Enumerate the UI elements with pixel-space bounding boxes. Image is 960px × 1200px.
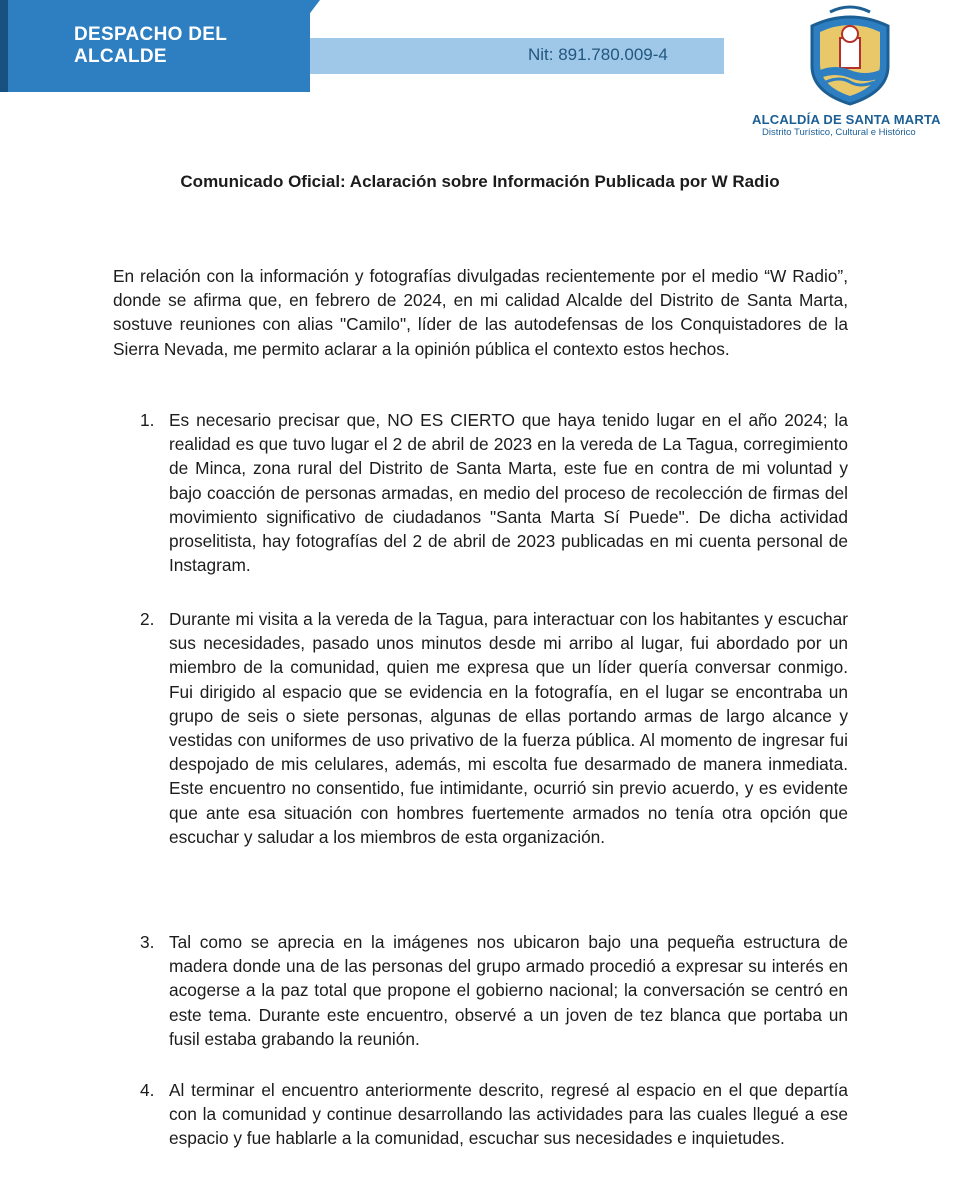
document-title: Comunicado Oficial: Aclaración sobre Información Publicada por W Radio xyxy=(180,172,780,191)
list-item-text: Al terminar el encuentro anteriormente descrito, regresé al espacio en el que departía con la comunidad y continue desarrollando las actividades para las cuales llegué a ese espacio y fue hablarle a la comunidad, escuchar sus necesidades e inquietudes. xyxy=(169,1080,848,1149)
list-item-text: Tal como se aprecia en la imágenes nos ubicaron bajo una pequeña estructura de madera donde una de las personas del grupo armado procedió a expresar su interés en acogerse a la paz total que propone el gobierno nacional; la conversación se centró en este tema. Durante este encuentro, observé a un joven de tez blanca que portaba un fusil estaba grabando la reunión. xyxy=(169,932,848,1049)
logo-organization-name: ALCALDÍA DE SANTA MARTA xyxy=(752,112,941,127)
list-item-number: 4. xyxy=(140,1080,155,1100)
santa-marta-coat-of-arms-logo xyxy=(800,4,900,110)
list-item-number: 2. xyxy=(140,609,155,629)
list-item-number: 3. xyxy=(140,932,155,952)
list-item-number: 1. xyxy=(140,410,155,430)
logo-subtitle: Distrito Turístico, Cultural e Histórico xyxy=(762,127,916,138)
header-accent-bar xyxy=(0,0,8,92)
nit-number: Nit: 891.780.009-4 xyxy=(528,45,668,64)
office-name: DESPACHO DEL ALCALDE xyxy=(74,24,227,67)
list-item-text: Es necesario precisar que, NO ES CIERTO que haya tenido lugar en el año 2024; la realidad es que tuvo lugar el 2 de abril de 2023 en la vereda de La Tagua, corregimiento de Minca, zona rural del Distrito de Santa Marta, este fue en contra de mi voluntad y bajo coacción de personas armadas, en medio del proceso de recolección de firmas del movimiento significativo de ciudadanos "Santa Marta Sí Puede". De dicha actividad proselitista, hay fotografías del 2 de abril de 2023 publicadas en mi cuenta personal de Instagram. xyxy=(169,410,848,576)
list-item-text: Durante mi visita a la vereda de la Tagua, para interactuar con los habitantes y escuchar sus necesidades, pasado unos minutos desde mi arribo al lugar, fui abordado por un miembro de la comunidad, quien me expresa que un líder quería conversar conmigo. Fui dirigido al espacio que se evidencia en la fotografía, en el lugar se encontraba un grupo de seis o siete personas, algunas de ellas portando armas de largo alcance y vestidas con uniformes de uso privativo de la fuerza pública. Al momento de ingresar fui despojado de mis celulares, además, mi escolta fue desarmado de manera inmediata. Este encuentro no consentido, fue intimidante, ocurrió sin previo acuerdo, y es evidente que ante esa situación con hombres fuertemente armados no tenía otra opción que escuchar y saludar a los miembros de esta organización. xyxy=(169,609,848,847)
intro-paragraph: En relación con la información y fotografías divulgadas recientemente por el medio “W Radio”, donde se afirma que, en febrero de 2024, en mi calidad Alcalde del Distrito de Santa Marta, sostuve reuniones con alias "Camilo", líder de las autodefensas de los Conquistadores de la Sierra Nevada, me permito aclarar a la opinión pública el contexto estos hechos. xyxy=(113,266,848,359)
